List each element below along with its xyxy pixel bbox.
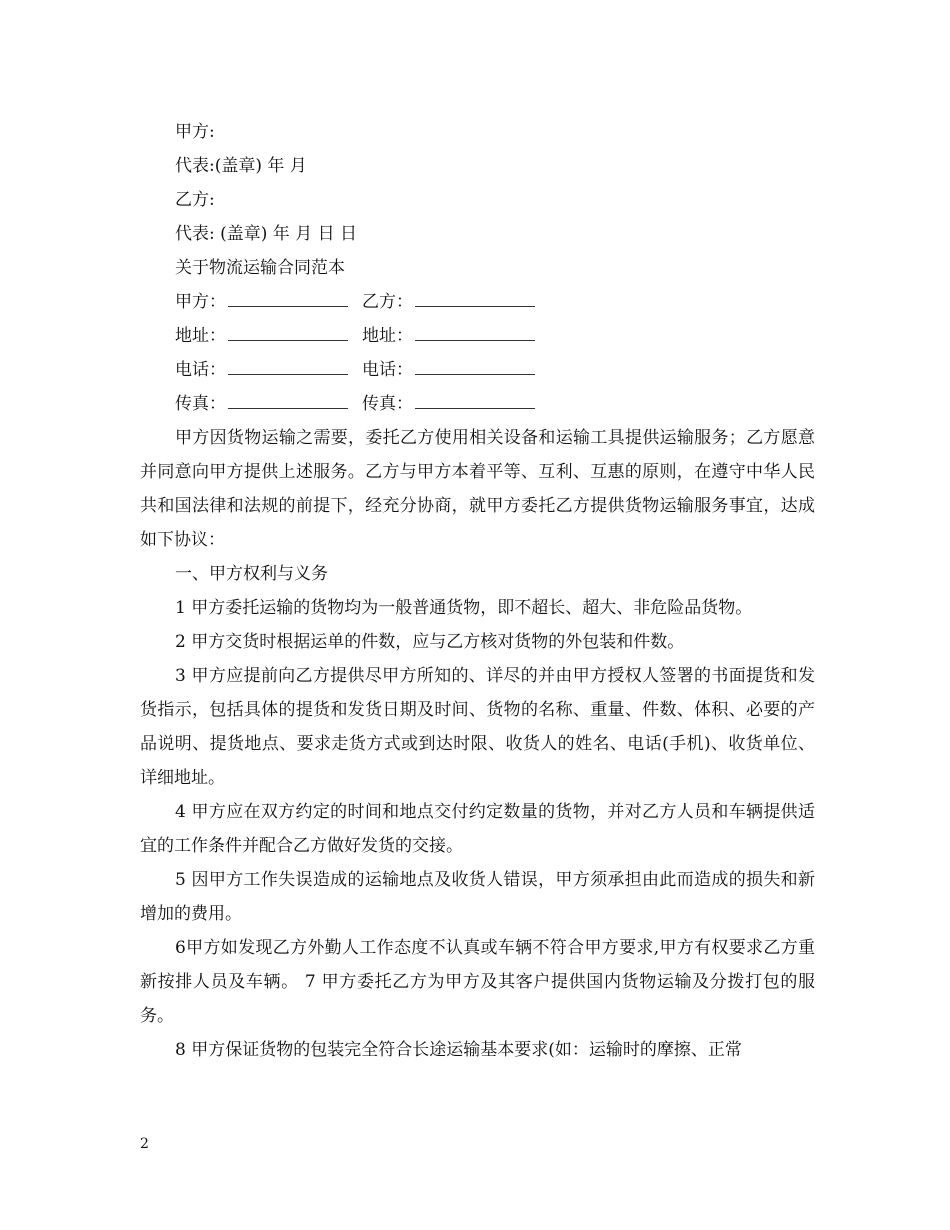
clause-6-7: 6甲方如发现乙方外勤人工作态度不认真或车辆不符合甲方要求,甲方有权要求乙方重新按排人员及车辆。 7 甲方委托乙方为甲方及其客户提供国内货物运输及分拨打包的服务。 [140, 938, 815, 1026]
blank-line [228, 392, 348, 409]
field-label: 电话： [175, 360, 226, 380]
field-row-fax [175, 387, 815, 421]
party-b-representative-line: 代表: (盖章) 年 月 日 日 [175, 224, 358, 244]
blank-line [415, 358, 535, 375]
party-a-line: 甲方: [175, 122, 215, 142]
blank-line [415, 392, 535, 409]
party-info-fields [140, 285, 815, 421]
field-fax-b [362, 387, 549, 421]
blank-line [228, 358, 348, 375]
field-address-b [362, 319, 549, 353]
field-party-a [175, 285, 362, 319]
blank-line [415, 290, 535, 307]
clause-4: 4 甲方应在双方约定的时间和地点交付约定数量的货物，并对乙方人员和车辆提供适宜的工作条件并配合乙方做好发货的交接。 [140, 802, 815, 856]
field-row-address [175, 319, 815, 353]
field-label: 乙方： [362, 292, 413, 312]
page-number: 2 [140, 1136, 149, 1152]
section-title: 一、甲方权利与义务 [175, 564, 328, 584]
field-label: 地址： [362, 326, 413, 346]
clause-8: 8 甲方保证货物的包装完全符合长途运输基本要求(如：运输时的摩擦、正常 [175, 1040, 742, 1060]
field-row-phone [175, 353, 815, 387]
clause-2: 2 甲方交货时根据运单的件数，应与乙方核对货物的外包装和件数。 [175, 632, 685, 652]
clause-1: 1 甲方委托运输的货物均为一般普通货物，即不超长、超大、非危险品货物。 [175, 598, 753, 618]
field-phone-b [362, 353, 549, 387]
party-b-line: 乙方: [175, 190, 215, 210]
blank-line [228, 290, 348, 307]
field-phone-a [175, 353, 362, 387]
document-title: 关于物流运输合同范本 [175, 258, 345, 278]
clause-5: 5 因甲方工作失误造成的运输地点及收货人错误，甲方须承担由此而造成的损失和新增加的费用。 [140, 870, 815, 924]
intro-paragraph: 甲方因货物运输之需要，委托乙方使用相关设备和运输工具提供运输服务；乙方愿意并同意向甲方提供上述服务。乙方与甲方本着平等、互利、互惠的原则，在遵守中华人民共和国法律和法规的前提下，经充分协商，就甲方委托乙方提供货物运输服务事宜，达成如下协议： [140, 428, 815, 550]
field-party-b [362, 285, 549, 319]
field-fax-a [175, 387, 362, 421]
field-address-a [175, 319, 362, 353]
field-label: 传真： [175, 394, 226, 414]
field-row-party [175, 285, 815, 319]
blank-line [228, 324, 348, 341]
field-label: 电话： [362, 360, 413, 380]
clause-3: 3 甲方应提前向乙方提供尽甲方所知的、详尽的并由甲方授权人签署的书面提货和发货指示，包括具体的提货和发货日期及时间、货物的名称、重量、件数、体积、必要的产品说明、提货地点、要求走货方式或到达时限、收货人的姓名、电话(手机)、收货单位、详细地址。 [140, 666, 815, 788]
document-body [140, 115, 815, 1067]
blank-line [415, 324, 535, 341]
party-a-representative-line: 代表:(盖章) 年 月 [175, 156, 307, 176]
field-label: 地址： [175, 326, 226, 346]
field-label: 甲方： [175, 292, 226, 312]
field-label: 传真： [362, 394, 413, 414]
